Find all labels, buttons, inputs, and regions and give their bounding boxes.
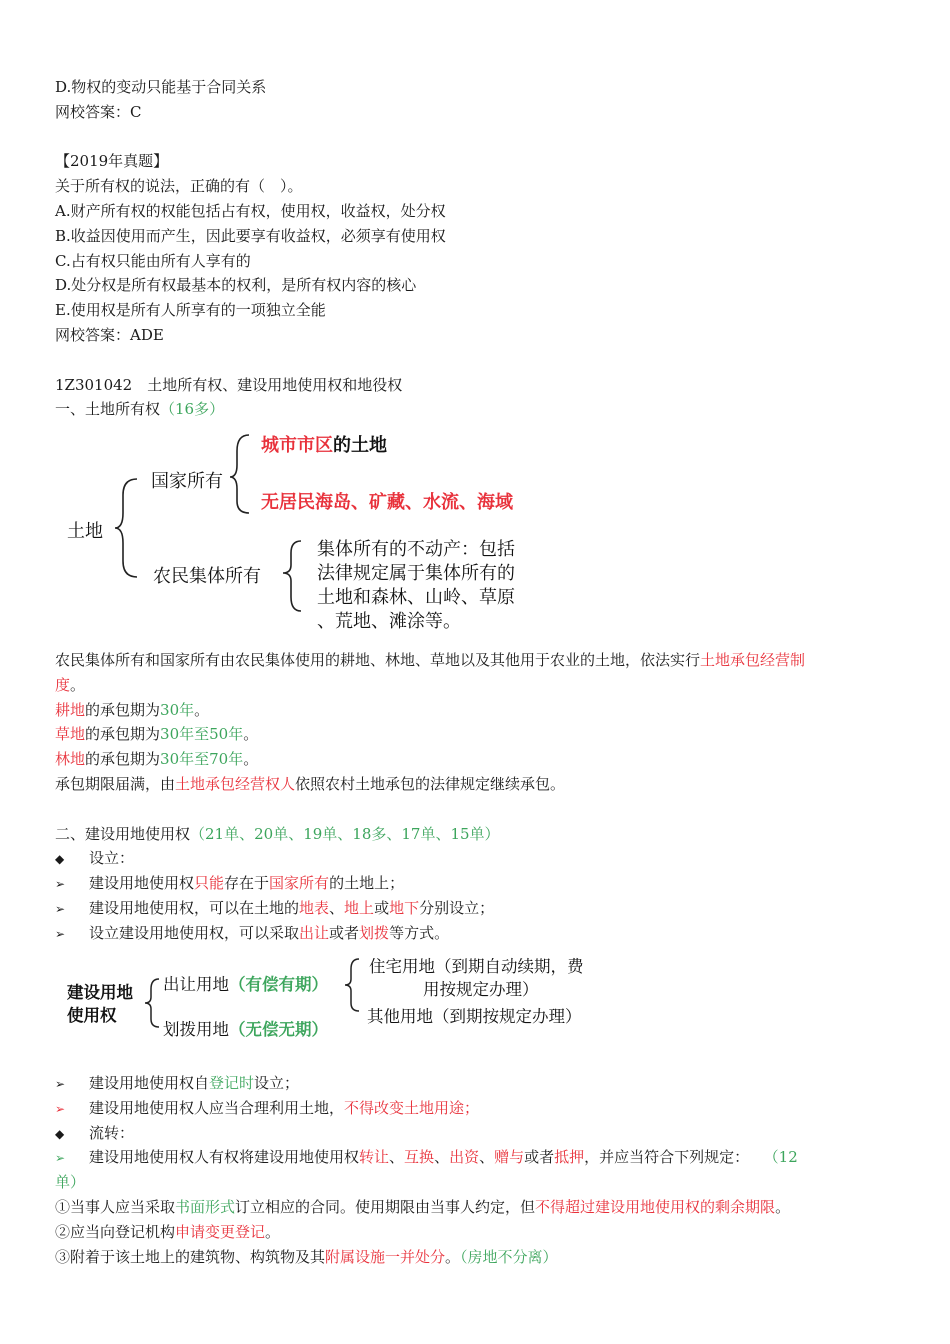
exam-option-c: C.占有权只能由所有人享有的 <box>55 251 251 270</box>
option-d: D.物权的变动只能基于合同关系 <box>55 78 267 96</box>
transfer-label: 出让用地 <box>163 975 229 994</box>
document-body <box>55 75 900 422</box>
state-ownership-label: 国家所有 <box>151 471 223 492</box>
txt: 设立建设用地使用权，可以采取 <box>89 923 300 942</box>
term-mid: 的承包期为 <box>85 725 161 744</box>
txt-red: 不得改变土地用途 <box>344 1098 465 1117</box>
exam-option-a: A.财产所有权的权能包括占有权，使用权，收益权，处分权 <box>55 201 446 220</box>
document-body-2 <box>55 648 900 946</box>
txt: 订立相应的合同。使用期限由当事人约定，但 <box>235 1197 536 1216</box>
use-rule <box>55 1096 900 1121</box>
flow-item-1 <box>55 1195 900 1220</box>
txt: 、 <box>389 1148 405 1167</box>
txt: 存在于 <box>224 874 270 893</box>
term-end: 。 <box>194 700 210 719</box>
allocate-tag: （无偿无期） <box>229 1020 328 1039</box>
para1-red: 土地承包经营制 <box>700 651 806 669</box>
state-brace <box>230 435 249 513</box>
term-farmland <box>55 698 900 723</box>
txt: 设立； <box>254 1074 300 1092</box>
diamond-bullet-icon: ◆ <box>55 1126 65 1141</box>
exam-option-b: B.收益因使用而产生，因此要享有收益权，必须享有使用权 <box>55 226 446 245</box>
other-land: 其他用地（到期按规定办理） <box>367 1007 582 1026</box>
section1-tag: （16多） <box>160 400 225 419</box>
txt-red: 划拨 <box>359 923 390 942</box>
txt-red: 互换 <box>404 1148 435 1167</box>
txt: ①当事人应当采取 <box>55 1197 176 1216</box>
exam-answer: 网校答案：ADE <box>55 325 164 344</box>
allocate-label: 划拨用地 <box>163 1020 229 1039</box>
diamond-bullet-icon: ◆ <box>55 852 65 867</box>
para1-line2 <box>55 673 900 698</box>
allocate-land <box>163 1016 328 1040</box>
term-period: 30年至70年 <box>160 750 244 769</box>
txt: 、 <box>329 898 345 917</box>
txt-red: 出让 <box>299 923 330 942</box>
transfer-land <box>163 971 328 995</box>
txt: 建设用地使用权，可以在土地的 <box>89 898 300 917</box>
txt: 或 <box>374 898 390 917</box>
reg-rule <box>55 1071 900 1096</box>
diagram1-root: 土地 <box>67 521 103 542</box>
txt-green: （12 <box>771 1148 798 1167</box>
construction-land-diagram <box>55 945 655 1045</box>
txt: 建设用地使用权 <box>89 874 195 893</box>
txt-red: 出资 <box>449 1148 480 1167</box>
txt-red: 只能 <box>194 874 225 893</box>
state-item-urban-rest: 的土地 <box>333 435 387 456</box>
section2-tag: （21单、20单、19单、18多、17单、15单） <box>190 824 500 843</box>
collective-brace <box>283 541 301 611</box>
arrow-bullet-icon: ➢ <box>55 1077 66 1091</box>
txt: 或者 <box>329 923 360 942</box>
txt: 建设用地使用权人有权将建设用地使用权 <box>89 1148 360 1167</box>
txt: 的土地上； <box>329 874 405 893</box>
residential-land-1: 住宅用地（到期自动续期，费 <box>369 957 584 976</box>
state-item-urban-red: 城市市区 <box>261 435 333 456</box>
flow-item-3 <box>55 1245 900 1270</box>
flow-heading <box>55 1121 900 1146</box>
txt-red: 地表 <box>299 898 330 917</box>
renew-line <box>55 772 900 797</box>
txt: ，并应当符合下列规定： <box>584 1148 750 1167</box>
txt: 、 <box>479 1148 495 1167</box>
term-end: 。 <box>243 725 259 744</box>
txt-green: （房地不分离） <box>460 1247 558 1266</box>
arrow-bullet-icon: ➢ <box>55 877 66 892</box>
txt: ③附着于该土地上的建筑物、构筑物及其 <box>55 1247 326 1266</box>
txt-red: 不得超过建设用地使用权的剩余期限 <box>535 1197 776 1216</box>
collective-desc-3: 土地和森林、山岭、草原 <box>317 587 515 608</box>
txt: 、 <box>434 1148 450 1167</box>
txt-red: 国家所有 <box>269 874 330 893</box>
arrow-bullet-icon: ➢ <box>55 901 66 916</box>
arrow-bullet-icon: ➢ <box>55 1101 66 1116</box>
txt-red: 附属设施一并处分 <box>325 1247 446 1266</box>
transfer-brace <box>345 959 359 1011</box>
residential-land-2: 用按规定办理） <box>423 980 539 999</box>
section2-title-text: 二、建设用地使用权 <box>55 824 191 843</box>
collective-desc-2: 法律规定属于集体所有的 <box>317 563 515 584</box>
exam-option-d: D.处分权是所有权最基本的权利，是所有权内容的核心 <box>55 276 417 295</box>
txt: ②应当向登记机构 <box>55 1222 176 1241</box>
term-land: 林地 <box>55 750 86 769</box>
state-item-urban <box>261 431 387 457</box>
txt-red: 转让 <box>359 1148 390 1167</box>
exam-option-e: E.使用权是所有人所享有的一项独立全能 <box>55 301 326 320</box>
txt-green: 登记时 <box>209 1074 255 1092</box>
root-brace <box>115 479 137 577</box>
arrow-bullet-icon: ➢ <box>55 926 66 941</box>
txt-red: 赠与 <box>494 1148 525 1167</box>
txt-red: 地上 <box>344 898 375 917</box>
renew-a: 承包期限届满，由 <box>55 774 176 793</box>
renew-red: 土地承包经营权人 <box>175 774 296 793</box>
collective-desc-4: 、荒地、滩涂等。 <box>317 611 461 632</box>
set-label: 设立： <box>89 849 135 868</box>
section-code-title: 1Z301042 土地所有权、建设用地使用权和地役权 <box>55 375 403 394</box>
txt: 或者 <box>524 1148 555 1167</box>
term-period: 30年至50年 <box>160 725 244 744</box>
collective-desc-1: 集体所有的不动产：包括 <box>317 539 515 560</box>
term-forest <box>55 747 900 772</box>
txt: 建设用地使用权人应当合理利用土地， <box>89 1098 345 1117</box>
answer-line: 网校答案：C <box>55 102 142 121</box>
term-end: 。 <box>243 750 259 769</box>
term-land: 耕地 <box>55 700 86 719</box>
exam-header: 【2019年真题】 <box>55 152 169 171</box>
flow-item-2 <box>55 1220 900 1245</box>
flow-label: 流转： <box>89 1123 135 1142</box>
state-item-resources: 无居民海岛、矿藏、水流、海域 <box>261 492 513 513</box>
collective-ownership-label: 农民集体所有 <box>153 566 261 587</box>
exam-question: 关于所有权的说法，正确的有（ ）。 <box>55 177 303 196</box>
diagram2-root-2: 使用权 <box>67 1006 117 1025</box>
flow-tag-cont: 单） <box>55 1173 86 1192</box>
set-rule-2 <box>55 896 900 921</box>
term-mid: 的承包期为 <box>85 700 161 719</box>
term-land: 草地 <box>55 725 86 744</box>
renew-b: 依照农村土地承包的法律规定继续承包。 <box>295 774 566 793</box>
txt: 。 <box>445 1247 461 1266</box>
para1-line1 <box>55 648 900 673</box>
para1-red2: 度 <box>55 675 71 694</box>
set-rule-1 <box>55 871 900 896</box>
txt-red: 申请变更登记 <box>175 1222 266 1241</box>
term-period: 30年 <box>160 700 195 719</box>
txt: 。 <box>775 1197 791 1216</box>
txt: 。 <box>265 1222 281 1241</box>
root2-brace <box>145 979 159 1027</box>
term-mid: 的承包期为 <box>85 750 161 769</box>
term-grassland <box>55 722 900 747</box>
txt: 分别设立； <box>419 898 495 917</box>
txt: 建设用地使用权自 <box>89 1074 210 1092</box>
para1-end: 。 <box>70 675 86 694</box>
flow-rule <box>55 1145 900 1170</box>
arrow-bullet-icon: ➢ <box>55 1151 66 1166</box>
txt-red: ； <box>464 1098 480 1117</box>
diagram2-root-1: 建设用地 <box>67 983 133 1002</box>
document-body-3 <box>55 1071 900 1269</box>
txt-red: 地下 <box>389 898 420 917</box>
txt-green: 书面形式 <box>175 1197 236 1216</box>
txt-red: 抵押 <box>554 1148 585 1167</box>
set-heading <box>55 846 900 871</box>
land-ownership-diagram <box>55 425 575 635</box>
section1-title <box>55 397 900 422</box>
section1-title-text: 一、土地所有权 <box>55 400 161 419</box>
txt: 等方式。 <box>389 923 450 942</box>
set-rule-3 <box>55 921 900 946</box>
transfer-tag: （有偿有期） <box>229 975 328 994</box>
section2-title <box>55 822 900 847</box>
para1-text: 农民集体所有和国家所有由农民集体使用的耕地、林地、草地以及其他用于农业的土地，依法实行 <box>55 651 701 669</box>
